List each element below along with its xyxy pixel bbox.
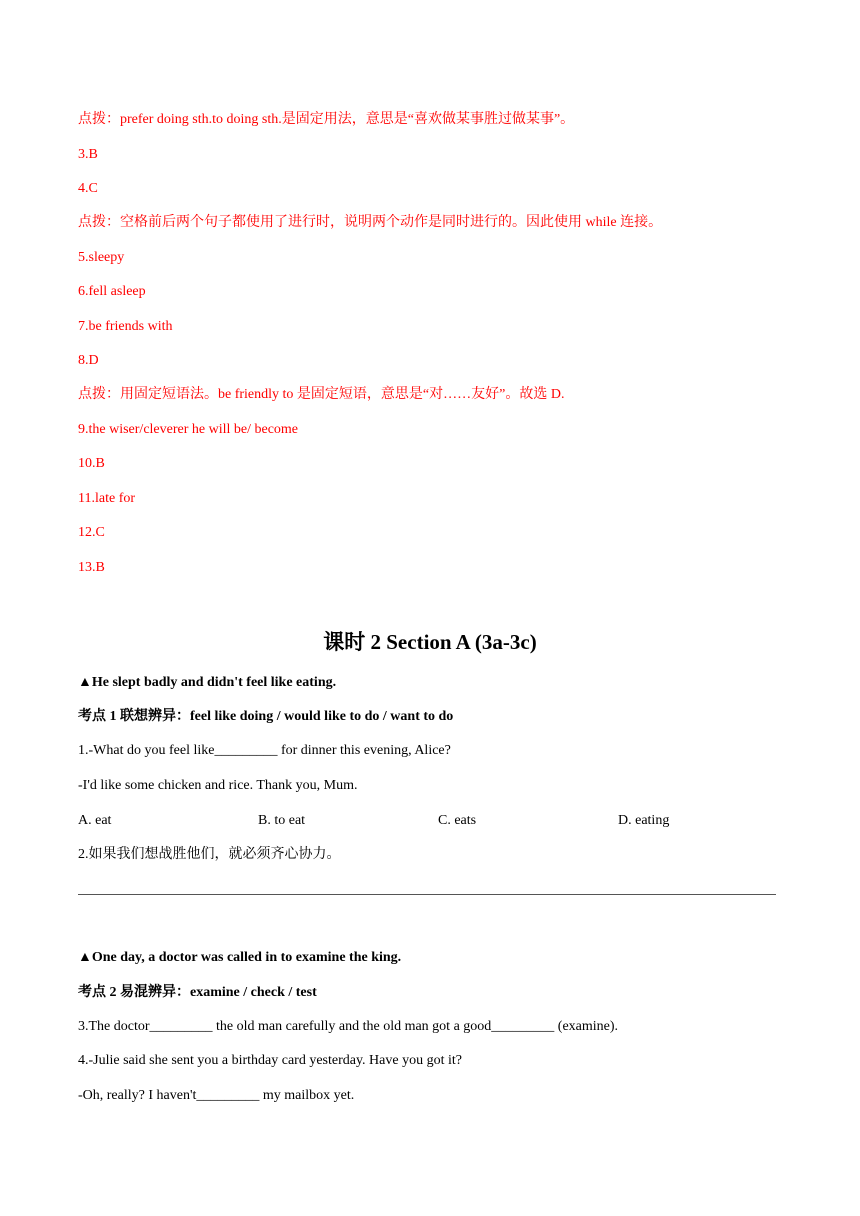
answer-4: 4.C (78, 181, 98, 196)
option-a: A. eat (78, 813, 112, 828)
answer-10: 10.B (78, 456, 105, 471)
answer-6: 6.fell asleep (78, 284, 146, 299)
answer-note-8: 点拨：用固定短语法。be friendly to 是固定短语，意思是“对……友好”。故选 D. (78, 387, 565, 402)
exam-point-2: 考点 2 易混辨异：examine / check / test (78, 985, 317, 1000)
answer-note-4: 点拨：空格前后两个句子都使用了进行时，说明两个动作是同时进行的。因此使用 while 连接。 (78, 215, 663, 230)
key-sentence-2: ▲One day, a doctor was called in to examine the king. (78, 950, 402, 965)
option-b: B. to eat (258, 813, 306, 828)
question-1: 1.-What do you feel like_________ for dinner this evening, Alice? (78, 743, 451, 758)
option-c: C. eats (438, 813, 477, 828)
answer-11: 11.late for (78, 491, 136, 506)
exam-point-1: 考点 1 联想辨异：feel like doing / would like to do / want to do (78, 709, 454, 724)
key-sentence-1: ▲He slept badly and didn't feel like eating. (78, 675, 337, 690)
answer-7: 7.be friends with (78, 319, 173, 334)
answer-13: 13.B (78, 560, 105, 575)
section-title: 课时 2 Section A (3a-3c) (323, 630, 537, 654)
option-d: D. eating (618, 813, 670, 828)
answer-5: 5.sleepy (78, 250, 125, 265)
answer-3: 3.B (78, 147, 98, 162)
answer-8: 8.D (78, 353, 99, 368)
answer-12: 12.C (78, 525, 105, 540)
question-1-reply: -I'd like some chicken and rice. Thank you, Mum. (78, 778, 358, 793)
answer-9: 9.the wiser/cleverer he will be/ become (78, 422, 299, 437)
question-4: 4.-Julie said she sent you a birthday card yesterday. Have you got it? (78, 1053, 462, 1068)
answer-line (78, 894, 776, 895)
question-2: 2.如果我们想战胜他们，就必须齐心协力。 (78, 847, 341, 862)
answer-note-1: 点拨：prefer doing sth.to doing sth.是固定用法，意思是“喜欢做某事胜过做某事”。 (78, 112, 575, 127)
question-4-reply: -Oh, really? I haven't_________ my mailbox yet. (78, 1088, 355, 1103)
question-3: 3.The doctor_________ the old man carefully and the old man got a good_________ (examine). (78, 1019, 619, 1034)
